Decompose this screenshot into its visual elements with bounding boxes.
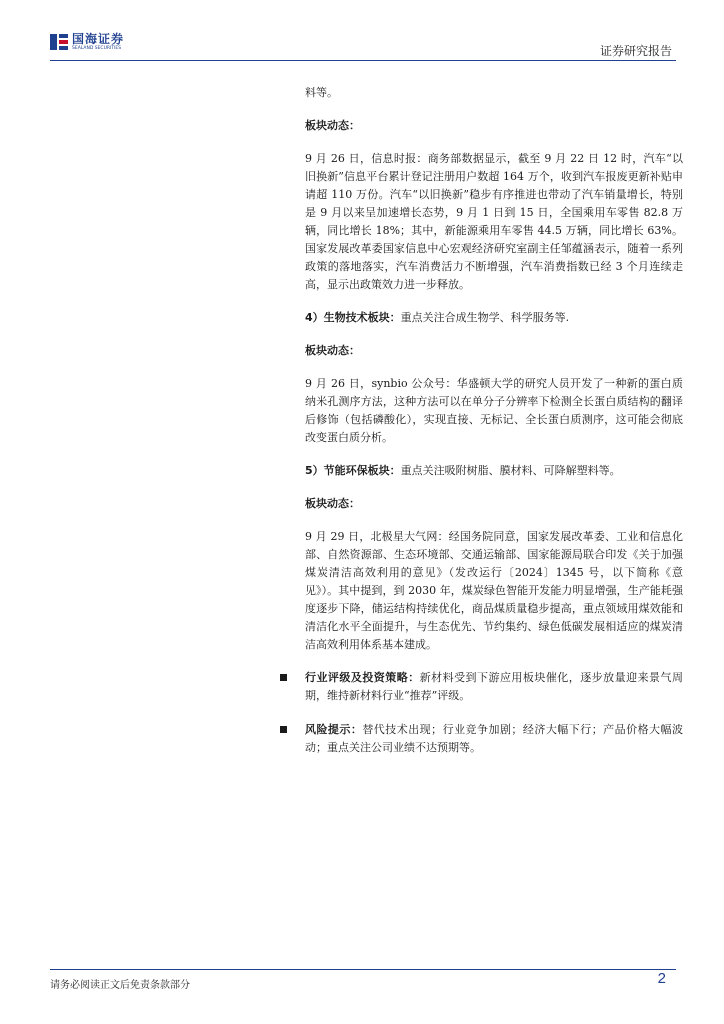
page-header bbox=[0, 0, 724, 60]
company-logo bbox=[50, 33, 140, 51]
eco-section-line bbox=[305, 462, 683, 480]
eco-section-title: 5）节能环保板块： bbox=[305, 464, 401, 477]
bio-section-title: 4）生物技术板块： bbox=[305, 311, 401, 324]
square-bullet-icon bbox=[280, 674, 287, 681]
report-type-label: 证券研究报告 bbox=[599, 44, 672, 58]
bullet-text: 替代技术出现；行业竞争加剧；经济大幅下行；产品价格大幅波动；重点关注公司业绩不达预期等。 bbox=[305, 723, 683, 754]
footer-divider bbox=[50, 969, 676, 970]
header-divider bbox=[50, 60, 676, 61]
disclaimer-note: 请务必阅读正文后免责条款部分 bbox=[50, 980, 190, 991]
bullet-label: 风险提示： bbox=[305, 723, 363, 736]
intro-tail-text: 料等。 bbox=[305, 86, 338, 99]
bullet-text: 新材料受到下游应用板块催化，逐步放量迎来景气周期，维持新材料行业“推荐”评级。 bbox=[305, 671, 683, 702]
auto-dynamics-heading: 板块动态： bbox=[305, 119, 360, 132]
bullet-label: 行业评级及投资策略： bbox=[305, 671, 420, 684]
report-body bbox=[305, 84, 683, 773]
eco-dynamics-paragraph: 9 月 29 日，北极星大气网：经国务院同意，国家发展改革委、工业和信息化部、自然资源部、生态环境部、交通运输部、国家能源局联合印发《关于加强煤炭清洁高效利用的意见》（发改运行〔2024〕1345 号，以下简称《意见》）。其中提到，到 2030 年，煤炭绿色智能开发能力明显增强，生产能耗强度逐步下降，储运结构持续优化，商品煤质量稳步提高，重点领域用煤效能和清洁化水平全面提升，与生态优先、节约集约、绿色低碳发展相适应的煤炭清洁高效利用体系基本建成。 bbox=[305, 530, 683, 651]
sealand-logo-icon bbox=[50, 33, 68, 51]
eco-section-text: 重点关注吸附树脂、膜材料、可降解塑料等。 bbox=[400, 464, 621, 477]
auto-dynamics-paragraph: 9 月 26 日，信息时报：商务部数据显示，截至 9 月 22 日 12 时，汽车“以旧换新”信息平台累计登记注册用户数超 164 万个，收到汽车报废更新补贴申请超 110 万份。汽车“以旧换新”稳步有序推进也带动了汽车销量增长，特别是 9 月以来呈加速增长态势，9 月 1 日到 15 日，全国乘用车零售 82.8 万辆，同比增长 18%；其中，新能源乘用车零售 44.5 万辆，同比增长 63%。国家发展改革委国家信息中心宏观经济研究室副主任邹蕴涵表示，随着一系列政策的落地落实，汽车消费活力不断增强，汽车消费指数已经 3 个月连续走高，显示出政策效力进一步释放。 bbox=[305, 152, 683, 291]
rating-strategy-bullet bbox=[305, 669, 683, 705]
bio-section-line bbox=[305, 309, 683, 327]
bio-dynamics-paragraph: 9 月 26 日，synbio 公众号：华盛顿大学的研究人员开发了一种新的蛋白质纳米孔测序方法，这种方法可以在单分子分辨率下检测全长蛋白质结构的翻译后修饰（包括磷酸化），实现直接、无标记、全长蛋白质测序，这可能会彻底改变蛋白质分析。 bbox=[305, 377, 683, 444]
bio-dynamics-heading: 板块动态： bbox=[305, 344, 360, 357]
square-bullet-icon bbox=[280, 726, 287, 733]
eco-dynamics-heading: 板块动态： bbox=[305, 497, 360, 510]
bio-section-text: 重点关注合成生物学、科学服务等. bbox=[400, 311, 570, 324]
logo-chinese-name: 国海证券 bbox=[72, 32, 125, 46]
logo-english-name: SEALAND SECURITIES bbox=[72, 46, 122, 51]
risk-warning-bullet bbox=[305, 721, 683, 757]
page-number: 2 bbox=[657, 970, 666, 987]
